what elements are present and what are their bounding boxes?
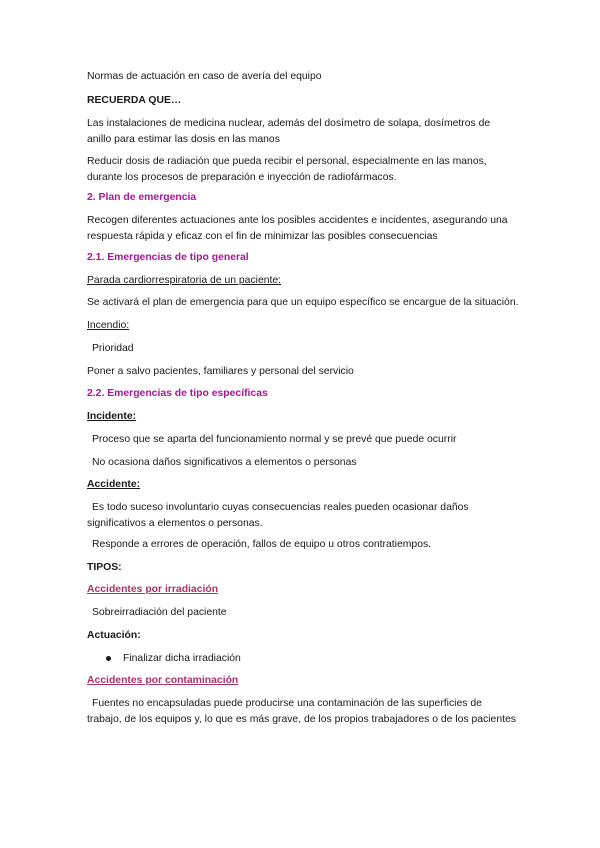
- section-2-heading: 2. Plan de emergencia: [87, 192, 197, 203]
- irradiacion-item: Sobreirradiación del paciente: [92, 607, 227, 618]
- tipos-heading: TIPOS:: [87, 562, 122, 573]
- accidente-item-2: Responde a errores de operación, fallos de equipo u otros contratiempos.: [92, 539, 432, 550]
- incidente-item-1: Proceso que se aparta del funcionamiento normal y se prevé que puede ocurrir: [92, 434, 457, 445]
- parada-label: Parada cardiorrespiratoria de un paciente:: [87, 275, 282, 286]
- incendio-item: Prioridad: [92, 343, 134, 354]
- section-2-paragraph: Recogen diferentes actuaciones ante los posibles accidentes e incidentes, asegurando una respuesta rápida y eficaz con el fin de minimizar las posibles consecuencias: [87, 215, 508, 242]
- parada-text: Se activará el plan de emergencia para que un equipo específico se encargue de la situación.: [87, 297, 519, 308]
- incidente-label: Incidente:: [87, 411, 137, 422]
- document-title: Normas de actuación en caso de avería del equipo: [87, 71, 322, 82]
- recuerda-heading: RECUERDA QUE…: [87, 95, 182, 106]
- section-2-2-heading: 2.2. Emergencias de tipo específicas: [87, 388, 268, 399]
- bullet-dot-icon: [106, 656, 111, 661]
- recuerda-paragraph-2: Reducir dosis de radiación que pueda recibir el personal, especialmente en las manos, durante los procesos de preparación e inyección de radiofármacos.: [87, 156, 487, 183]
- actuacion-bullet: Finalizar dicha irradiación: [123, 653, 241, 664]
- accidente-label: Accidente:: [87, 479, 141, 490]
- incendio-label: Incendio:: [87, 320, 130, 331]
- incendio-text: Poner a salvo pacientes, familiares y personal del servicio: [87, 366, 354, 377]
- incidente-item-2: No ocasiona daños significativos a elementos o personas: [92, 457, 357, 468]
- section-2-1-heading: 2.1. Emergencias de tipo general: [87, 252, 249, 263]
- actuacion-label: Actuación:: [87, 630, 141, 641]
- contaminacion-text: Fuentes no encapsuladas puede producirse una contaminación de las superficies de trabajo, de los equipos y, lo que es más grave, de los propios trabajadores o de los pacientes: [87, 698, 516, 725]
- recuerda-paragraph-1: Las instalaciones de medicina nuclear, además del dosímetro de solapa, dosímetros de anillo para estimar las dosis en las manos: [87, 118, 491, 145]
- irradiacion-heading: Accidentes por irradiación: [87, 584, 219, 595]
- contaminacion-heading: Accidentes por contaminación: [87, 675, 239, 686]
- accidente-item-1: Es todo suceso involuntario cuyas consecuencias reales pueden ocasionar daños significativos a elementos o personas.: [87, 502, 469, 529]
